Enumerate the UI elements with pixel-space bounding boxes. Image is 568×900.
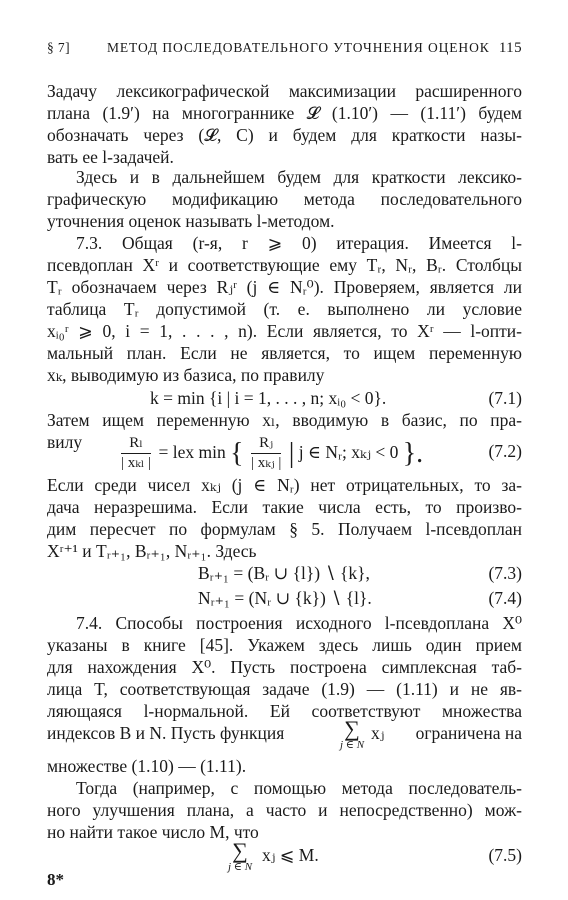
lex-min: = lex min [158, 442, 226, 462]
text-fragment: ограничена на [415, 723, 522, 743]
signature-mark: 8* [47, 870, 64, 889]
text-line: xₖ, выводимую из базиса, по правилу [47, 365, 325, 385]
text-line: псевдоплан Xʳ и соответствующие ему Tᵣ, Nᵣ, Bᵣ. Столбцы [47, 255, 522, 275]
sum-term: xⱼ [371, 723, 385, 743]
text-line: Здесь и в дальнейшем будем для краткости лексико- [76, 167, 522, 187]
sum-symbol: ∑ j ∈ N [228, 838, 253, 873]
equation-number: (7.3) [488, 563, 522, 583]
text-line: графическую модификацию метода последовательного [47, 189, 522, 209]
equation-7-4: Nᵣ₊₁ = (Nᵣ ∪ {k}) ∖ {l}. [198, 588, 372, 608]
left-brace-icon: { [230, 437, 244, 469]
sum-index: j ∈ N [340, 739, 365, 751]
text-line: мальный план. Если не является, то ищем переменную [47, 343, 522, 363]
equation-number: (7.1) [488, 388, 522, 408]
right-brace-icon: }. [402, 437, 424, 469]
fraction-left [121, 435, 151, 472]
text-line: Тогда (например, с помощью метода последователь- [76, 778, 522, 798]
running-title: МЕТОД ПОСЛЕДОВАТЕЛЬНОГО УТОЧНЕНИЯ ОЦЕНОК [107, 40, 490, 55]
text-line: вилу [47, 432, 83, 452]
paragraph-7-4-start: 7.4. Способы построения исходного l-псевдоплана X⁰ [76, 613, 522, 633]
equation-7-2 [118, 432, 423, 472]
inequality: xⱼ ⩽ M. [262, 845, 319, 865]
sum-symbol: ∑ j ∈ N [340, 716, 365, 751]
denominator: | xₖⱼ | [250, 455, 282, 472]
equation-7-1: k = min {i | i = 1, . . . , n; xᵢ₀ < 0}. [150, 388, 387, 408]
equation-number: (7.4) [488, 588, 522, 608]
text-line: обозначать через (𝓛, C) и будем для краткости назы- [47, 125, 522, 145]
text-line: Задачу лексикографической максимизации расширенного [47, 81, 522, 101]
section-ref: § 7] [47, 40, 70, 55]
text-line: указаны в книге [45]. Укажем здесь лишь один прием [47, 635, 522, 655]
sum-index: j ∈ N [228, 861, 253, 873]
text-line: ляющаяся l-нормальной. Ей соответствуют множества [47, 701, 522, 721]
text-fragment: индексов B и N. Пусть функция [47, 723, 285, 743]
equation-7-3: Bᵣ₊₁ = (Bᵣ ∪ {l}) ∖ {k}, [198, 563, 370, 583]
text-line: Затем ищем переменную xₗ, вводимую в базис, по пра- [47, 410, 522, 430]
text-line: вать ее l-задачей. [47, 147, 174, 167]
text-line: дача неразрешима. Если такие числа есть, то произво- [47, 497, 522, 517]
text-line: ного улучшения плана, а часто и непосредственно) мож- [47, 800, 522, 820]
fraction-right [251, 435, 281, 472]
bar-icon: | [288, 437, 295, 469]
text-line: xᵢ₀ʳ ⩾ 0, i = 1, . . . , n). Если является, то Xʳ — l-опти- [47, 321, 522, 341]
text-line: для нахождения X⁰. Пусть построена симплексная таб- [47, 657, 522, 677]
text-line-with-sum [47, 716, 522, 757]
text-line: Xʳ⁺¹ и Tᵣ₊₁, Bᵣ₊₁, Nᵣ₊₁. Здесь [47, 541, 257, 561]
running-header [47, 40, 522, 60]
condition: j ∈ Nᵣ; xₖⱼ < 0 [298, 442, 399, 462]
text-line: множестве (1.10) — (1.11). [47, 756, 247, 776]
text-line: таблица Tᵣ допустимой (т. е. выполнено ли условие [47, 299, 522, 319]
text-line: лица T, соответствующая задаче (1.9) — (1.11) и не яв- [47, 679, 522, 699]
text-line: уточнения оценок называть l-методом. [47, 211, 335, 231]
numerator: Rⱼ [251, 435, 281, 454]
denominator: | xₖₗ | [121, 455, 152, 472]
page-number: 115 [498, 40, 522, 56]
text-line: Если среди чисел xₖⱼ (j ∈ Nᵣ) нет отрицательных, то за- [47, 475, 522, 495]
equation-number: (7.2) [488, 441, 522, 461]
text-line: дим пересчет по формулам § 5. Получаем l-псевдоплан [47, 519, 522, 539]
text-line: плана (1.9′) на многограннике 𝓛 (1.10′) — (1.11′) будем [47, 103, 522, 123]
equation-number: (7.5) [488, 845, 522, 865]
text-line: но найти такое число M, что [47, 822, 259, 842]
numerator: Rₗ [121, 435, 151, 454]
paragraph-7-3-start: 7.3. Общая (r-я, r ⩾ 0) итерация. Имеется l- [76, 233, 522, 253]
text-line: Tᵣ обозначаем через Rⱼʳ (j ∈ Nᵣ⁰). Проверяем, является ли [47, 277, 522, 297]
